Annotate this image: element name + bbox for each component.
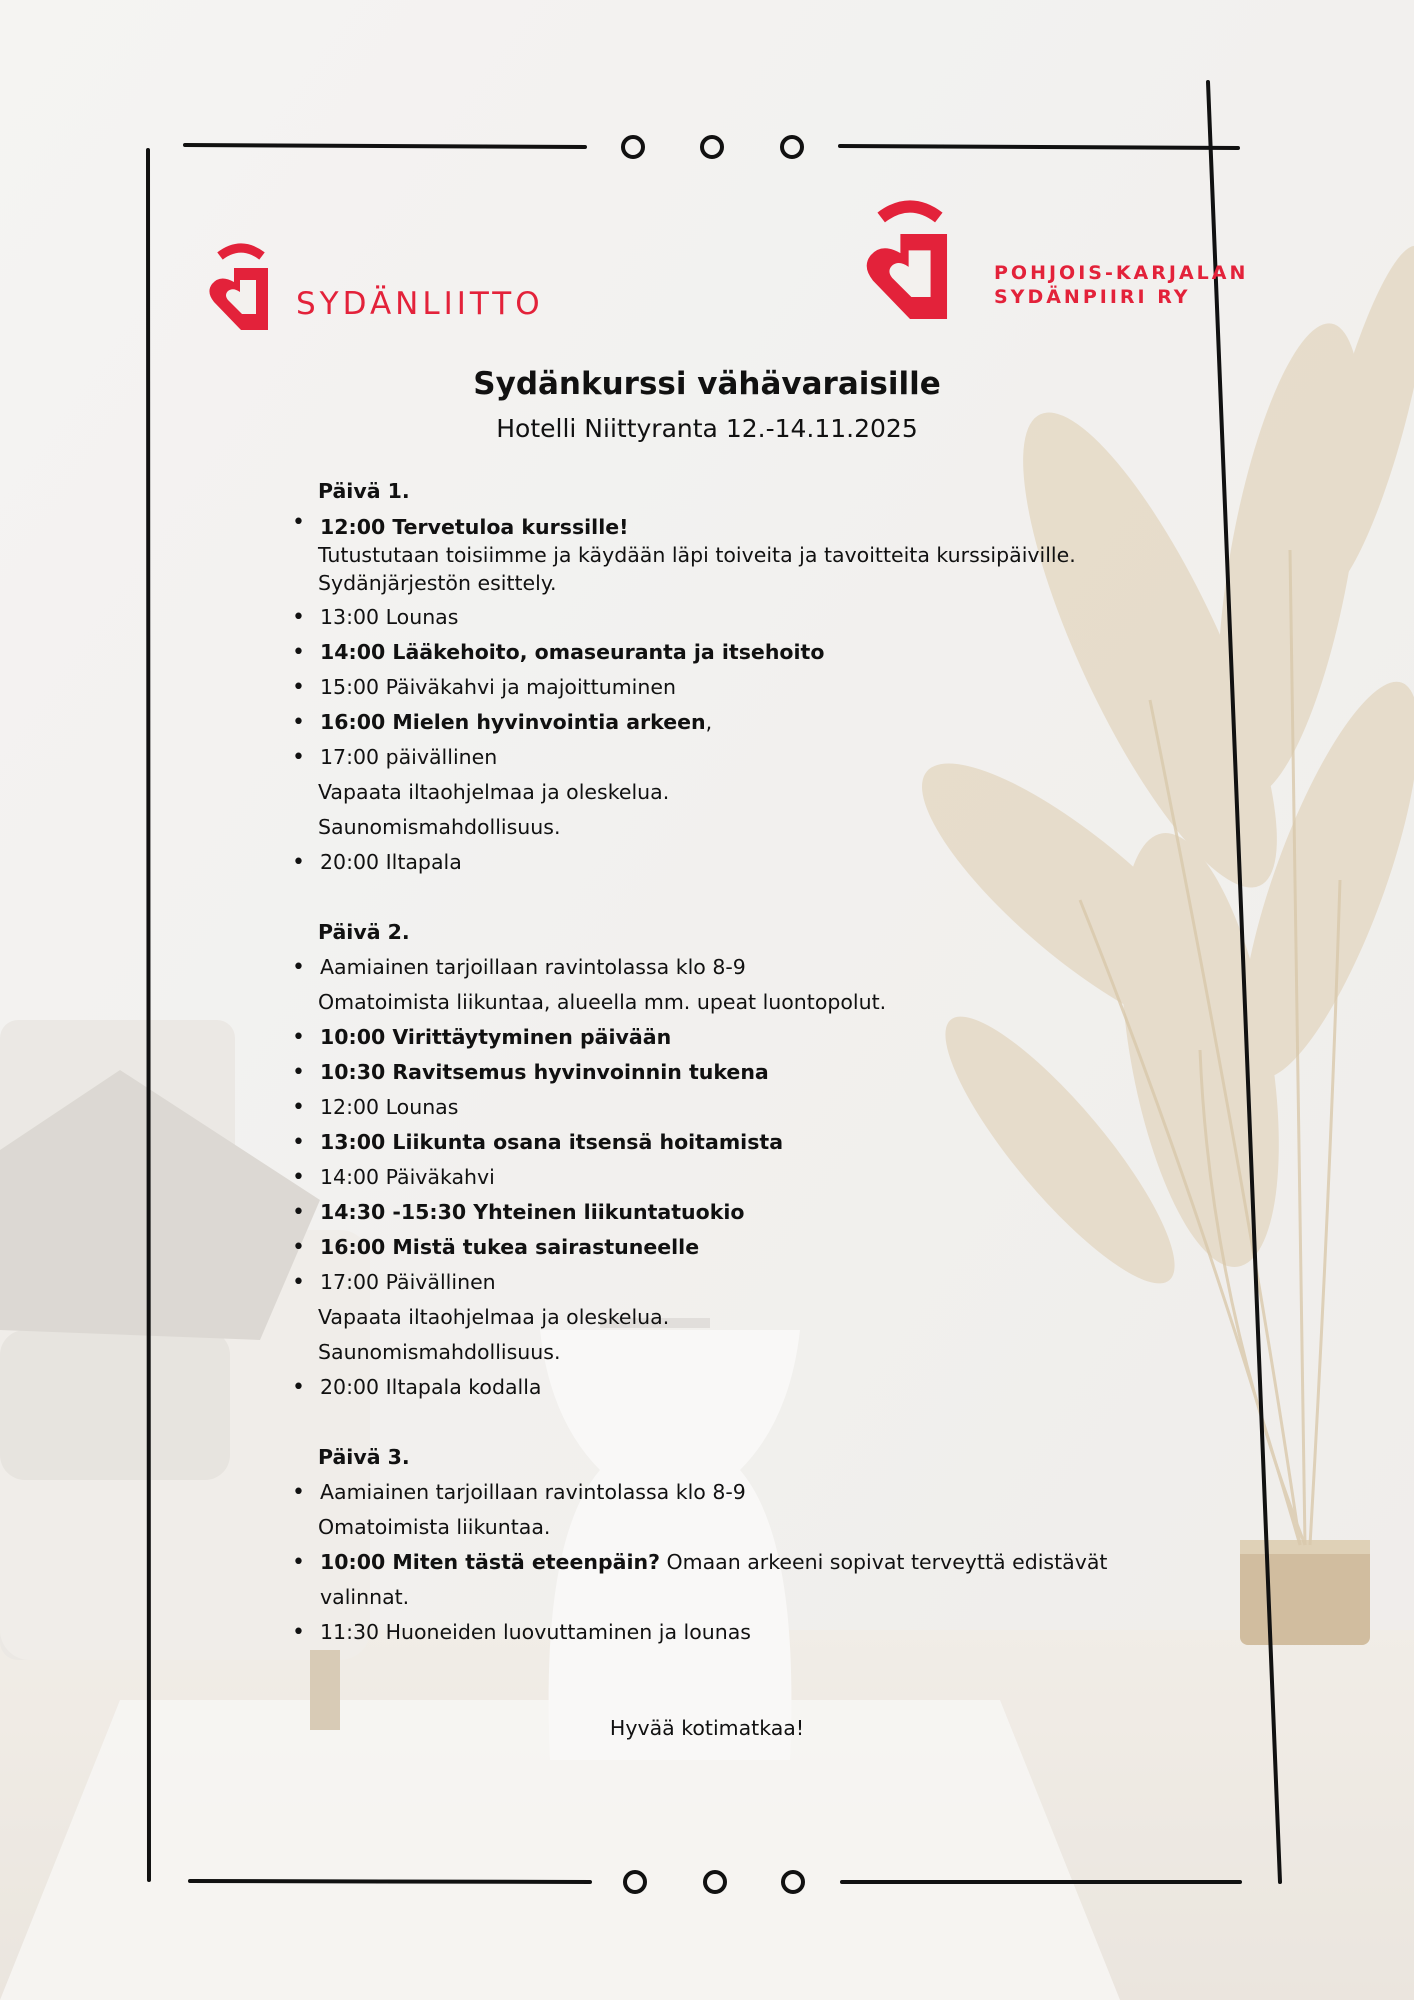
closing-greeting: Hyvää kotimatkaa! (609, 1716, 805, 1740)
day-heading: Päivä 2. (318, 920, 410, 944)
list-note: Vapaata iltaohjelmaa ja oleskelua. (318, 780, 670, 804)
item-time-title: 16:00 Mistä tukea sairastuneelle (320, 1235, 700, 1259)
list-item: • 14:00 Päiväkahvi (288, 1160, 1168, 1195)
item-time-title: 14:00 Lääkehoito, omaseuranta ja itsehoito (320, 640, 825, 664)
list-item (288, 1230, 1168, 1265)
list-item: • 11:30 Huoneiden luovuttaminen ja lounas (288, 1615, 1168, 1650)
list-note: Omatoimista liikuntaa. (318, 1515, 551, 1539)
list-item: • Aamiainen tarjoillaan ravintolassa klo 8-9 (288, 950, 1168, 985)
piiri-name-line1: POHJOIS-KARJALAN (994, 262, 1249, 284)
list-item (288, 1125, 1168, 1160)
list-item: • 13:00 Lounas (288, 600, 1168, 635)
list-item (288, 1020, 1168, 1055)
page-title: Sydänkurssi vähävaraisille (473, 366, 941, 402)
item-description: Omaan arkeeni sopivat terveyttä edistävät (659, 1550, 1108, 1574)
list-item (288, 635, 1168, 670)
list-item (288, 705, 1168, 740)
list-item: • 12:00 Lounas (288, 1090, 1168, 1125)
item-time-title: 10:30 Ravitsemus hyvinvoinnin tukena (320, 1060, 769, 1084)
list-note: Omatoimista liikuntaa, alueella mm. upeat luontopolut. (318, 990, 887, 1014)
item-time-title: 10:00 Virittäytyminen päivään (320, 1025, 672, 1049)
list-item (288, 1055, 1168, 1090)
list-item (288, 1545, 1168, 1580)
item-tail: , (705, 710, 713, 734)
list-item: • 17:00 Päivällinen (288, 1265, 1168, 1300)
list-item: • 20:00 Iltapala kodalla (288, 1370, 1168, 1405)
list-item (288, 1195, 1168, 1230)
item-time-title: 16:00 Mielen hyvinvointia arkeen (320, 710, 706, 734)
item-time-title: 13:00 Liikunta osana itsensä hoitamista (320, 1130, 784, 1154)
list-note: valinnat. (320, 1585, 410, 1609)
item-time-title: 14:30 -15:30 Yhteinen liikuntatuokio (320, 1200, 745, 1224)
schedule (288, 474, 1168, 1650)
item-time-title: 12:00 Tervetuloa kurssille! (320, 515, 629, 539)
list-note: Saunomismahdollisuus. (318, 1340, 561, 1364)
item-description: Sydänjärjestön esittely. (318, 571, 557, 595)
heart-logo-icon (862, 198, 958, 322)
heart-logo-icon (206, 242, 276, 332)
item-time-title: 10:00 Miten tästä eteenpäin? (320, 1550, 660, 1574)
day-heading: Päivä 3. (318, 1445, 410, 1469)
page-subtitle: Hotelli Niittyranta 12.-14.11.2025 (496, 414, 918, 443)
day-heading: Päivä 1. (318, 479, 410, 503)
list-item (288, 509, 1168, 600)
item-description: Tutustutaan toisiimme ja käydään läpi toiveita ja tavoitteita kurssipäiville. (318, 543, 1076, 567)
list-note: Saunomismahdollisuus. (318, 815, 561, 839)
list-item: • 17:00 päivällinen (288, 740, 1168, 775)
list-item: • Aamiainen tarjoillaan ravintolassa klo 8-9 (288, 1475, 1168, 1510)
list-item: • 20:00 Iltapala (288, 845, 1168, 880)
list-note: Vapaata iltaohjelmaa ja oleskelua. (318, 1305, 670, 1329)
piiri-name-line2: SYDÄNPIIRI RY (994, 286, 1191, 308)
list-item: • 15:00 Päiväkahvi ja majoittuminen (288, 670, 1168, 705)
sydanliitto-wordmark: SYDÄNLIITTO (296, 286, 544, 322)
